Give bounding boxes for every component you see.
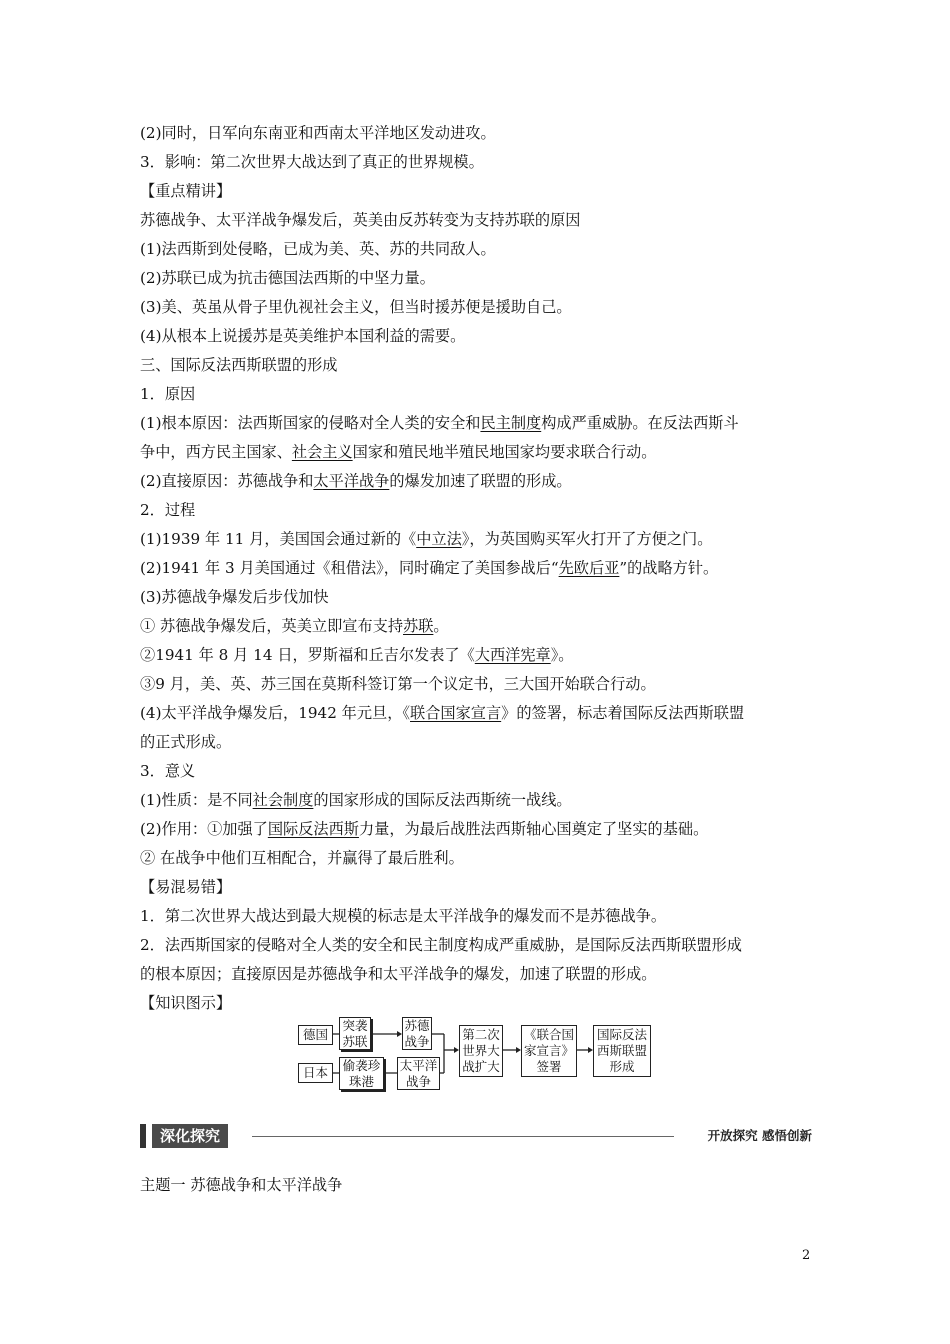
text-line [140, 786, 820, 815]
text-line [140, 815, 820, 844]
alliance-formed-box [593, 1025, 651, 1077]
text-run: (2)作用：①加强了 [140, 820, 268, 838]
text-run: (2)1941 年 3 月美国通过《租借法》，同时确定了美国参战后“ [140, 559, 559, 577]
text-run: 的根本原因；直接原因是苏德战争和太平洋战争的爆发，加速了联盟的形成。 [140, 965, 657, 983]
fill-in-answer: 联合国家宣言 [410, 704, 502, 722]
text-line [140, 525, 820, 554]
pacific-war-line2: 战争 [405, 1073, 431, 1089]
document-body [140, 119, 820, 1018]
alliance-formed-line1: 国际反法 [596, 1027, 647, 1042]
un-declaration-box [521, 1025, 577, 1077]
topic-heading: 主题一 苏德战争和太平洋战争 [140, 1176, 343, 1194]
text-run: (1)根本原因：法西斯国家的侵略对全人类的安全和 [140, 414, 481, 432]
text-run: 苏德战争、太平洋战争爆发后，英美由反苏转变为支持苏联的原因 [140, 211, 581, 229]
ww2-expanded-line1: 第二次 [462, 1027, 500, 1042]
pearl-harbor-box [339, 1057, 384, 1090]
text-line [140, 496, 820, 525]
text-run: 国家和殖民地半殖民地国家均要求联合行动。 [352, 443, 657, 461]
banner-rule [252, 1136, 674, 1137]
text-line [140, 873, 820, 902]
text-run: 争中，西方民主国家、 [140, 443, 292, 461]
fill-in-answer: 大西洋宪章 [474, 646, 551, 664]
knowledge-diagram [298, 1017, 653, 1089]
soviet-german-war-box [402, 1017, 432, 1050]
text-line [140, 351, 820, 380]
un-declaration-line3: 签署 [536, 1059, 562, 1074]
text-run: (4)从根本上说援苏是英美维护本国利益的需要。 [140, 327, 466, 345]
alliance-formed-line3: 形成 [609, 1059, 635, 1074]
ww2-expanded-line2: 世界大 [462, 1043, 500, 1058]
text-line [140, 728, 820, 757]
text-run: ②1941 年 8 月 14 日，罗斯福和丘吉尔发表了《 [140, 646, 475, 664]
text-run: (2)苏联已成为抗击德国法西斯的中坚力量。 [140, 269, 435, 287]
text-line [140, 148, 820, 177]
text-run: 》。 [550, 646, 574, 664]
text-run: (1)法西斯到处侵略，已成为美、英、苏的共同敌人。 [140, 240, 496, 258]
fill-in-answer: 社会制度 [252, 791, 314, 809]
text-run: (2)直接原因：苏德战争和 [140, 472, 314, 490]
page-number: 2 [802, 1248, 811, 1263]
text-run: 【重点精讲】 [140, 182, 232, 200]
soviet-german-war-line2: 战争 [404, 1033, 430, 1049]
attack-soviet-box [339, 1017, 371, 1050]
text-line [140, 583, 820, 612]
text-run: 2．过程 [140, 501, 196, 519]
text-run: ② 在战争中他们互相配合，并赢得了最后胜利。 [140, 849, 464, 867]
text-run: 【易混易错】 [140, 878, 232, 896]
fill-in-answer: 民主制度 [480, 414, 542, 432]
text-run: 的国家形成的国际反法西斯统一战线。 [313, 791, 572, 809]
text-run: 的爆发加速了联盟的形成。 [389, 472, 572, 490]
text-line [140, 757, 820, 786]
text-line [140, 902, 820, 931]
ww2-expanded-line3: 战扩大 [462, 1059, 500, 1074]
text-run: 3．意义 [140, 762, 196, 780]
germany-label: 德国 [302, 1027, 328, 1042]
pearl-harbor-line1: 偷袭珍 [342, 1057, 381, 1073]
text-run: 构成严重威胁。在反法西斯斗 [541, 414, 739, 432]
text-run: (2)同时，日军向东南亚和西南太平洋地区发动进攻。 [140, 124, 496, 142]
fill-in-answer: 社会主义 [291, 443, 353, 461]
un-declaration-line2: 家宣言》 [523, 1043, 574, 1058]
fill-in-answer: 国际反法西斯 [267, 820, 359, 838]
text-line [140, 641, 820, 670]
text-run: 的正式形成。 [140, 733, 232, 751]
fill-in-answer: 苏联 [403, 617, 434, 635]
text-line [140, 380, 820, 409]
text-line [140, 670, 820, 699]
text-line [140, 960, 820, 989]
fill-in-answer: 先欧后亚 [558, 559, 620, 577]
banner-tagline: 开放探究 感悟创新 [707, 1128, 812, 1143]
ww2-expanded-box [459, 1025, 503, 1077]
text-run: (1)1939 年 11 月，美国国会通过新的《 [140, 530, 417, 548]
un-declaration-line1: 《联合国 [523, 1027, 574, 1042]
text-line [140, 989, 820, 1018]
text-line [140, 177, 820, 206]
text-run: ① 苏德战争爆发后，英美立即宣布支持 [140, 617, 404, 635]
text-run: 力量，为最后战胜法西斯轴心国奠定了坚实的基础。 [358, 820, 709, 838]
banner-accent-bar [140, 1124, 146, 1148]
text-line [140, 206, 820, 235]
attack-soviet-line2: 苏联 [342, 1033, 368, 1049]
fill-in-answer: 太平洋战争 [313, 472, 390, 490]
text-run: ”的战略方针。 [619, 559, 719, 577]
germany-box [298, 1025, 333, 1045]
text-line [140, 409, 820, 438]
text-run: 【知识图示】 [140, 994, 232, 1012]
text-line [140, 119, 820, 148]
text-run: 1．原因 [140, 385, 196, 403]
japan-box [298, 1063, 333, 1083]
section-banner [140, 1122, 812, 1150]
text-line [140, 438, 820, 467]
soviet-german-war-line1: 苏德 [404, 1017, 430, 1033]
text-line [140, 235, 820, 264]
text-line [140, 467, 820, 496]
text-run: 3．影响：第二次世界大战达到了真正的世界规模。 [140, 153, 484, 171]
japan-label: 日本 [302, 1065, 328, 1080]
text-run: ③9 月，美、英、苏三国在莫斯科签订第一个议定书，三大国开始联合行动。 [140, 675, 656, 693]
attack-soviet-line1: 突袭 [342, 1017, 368, 1033]
fill-in-answer: 中立法 [416, 530, 462, 548]
banner-title: 深化探究 [152, 1124, 228, 1148]
text-run: 。 [433, 617, 449, 635]
text-line [140, 554, 820, 583]
text-line [140, 931, 820, 960]
pacific-war-box [397, 1057, 440, 1090]
pacific-war-line1: 太平洋 [399, 1057, 438, 1073]
text-line [140, 264, 820, 293]
text-line [140, 293, 820, 322]
text-run: 》，为英国购买军火打开了方便之门。 [461, 530, 713, 548]
text-line [140, 612, 820, 641]
text-run: (3)美、英虽从骨子里仇视社会主义，但当时援苏便是援助自己。 [140, 298, 572, 316]
pearl-harbor-line2: 珠港 [348, 1073, 374, 1089]
text-run: 三、国际反法西斯联盟的形成 [140, 356, 338, 374]
text-run: 1．第二次世界大战达到最大规模的标志是太平洋战争的爆发而不是苏德战争。 [140, 907, 667, 925]
text-run: (4)太平洋战争爆发后，1942 年元旦，《 [140, 704, 411, 722]
text-run: 2．法西斯国家的侵略对全人类的安全和民主制度构成严重威胁，是国际反法西斯联盟形成 [140, 936, 742, 954]
text-line [140, 699, 820, 728]
text-line [140, 322, 820, 351]
text-line [140, 844, 820, 873]
alliance-formed-line2: 西斯联盟 [596, 1043, 647, 1058]
text-run: 》的签署，标志着国际反法西斯联盟 [501, 704, 745, 722]
text-run: (3)苏德战争爆发后步伐加快 [140, 588, 329, 606]
text-run: (1)性质：是不同 [140, 791, 253, 809]
